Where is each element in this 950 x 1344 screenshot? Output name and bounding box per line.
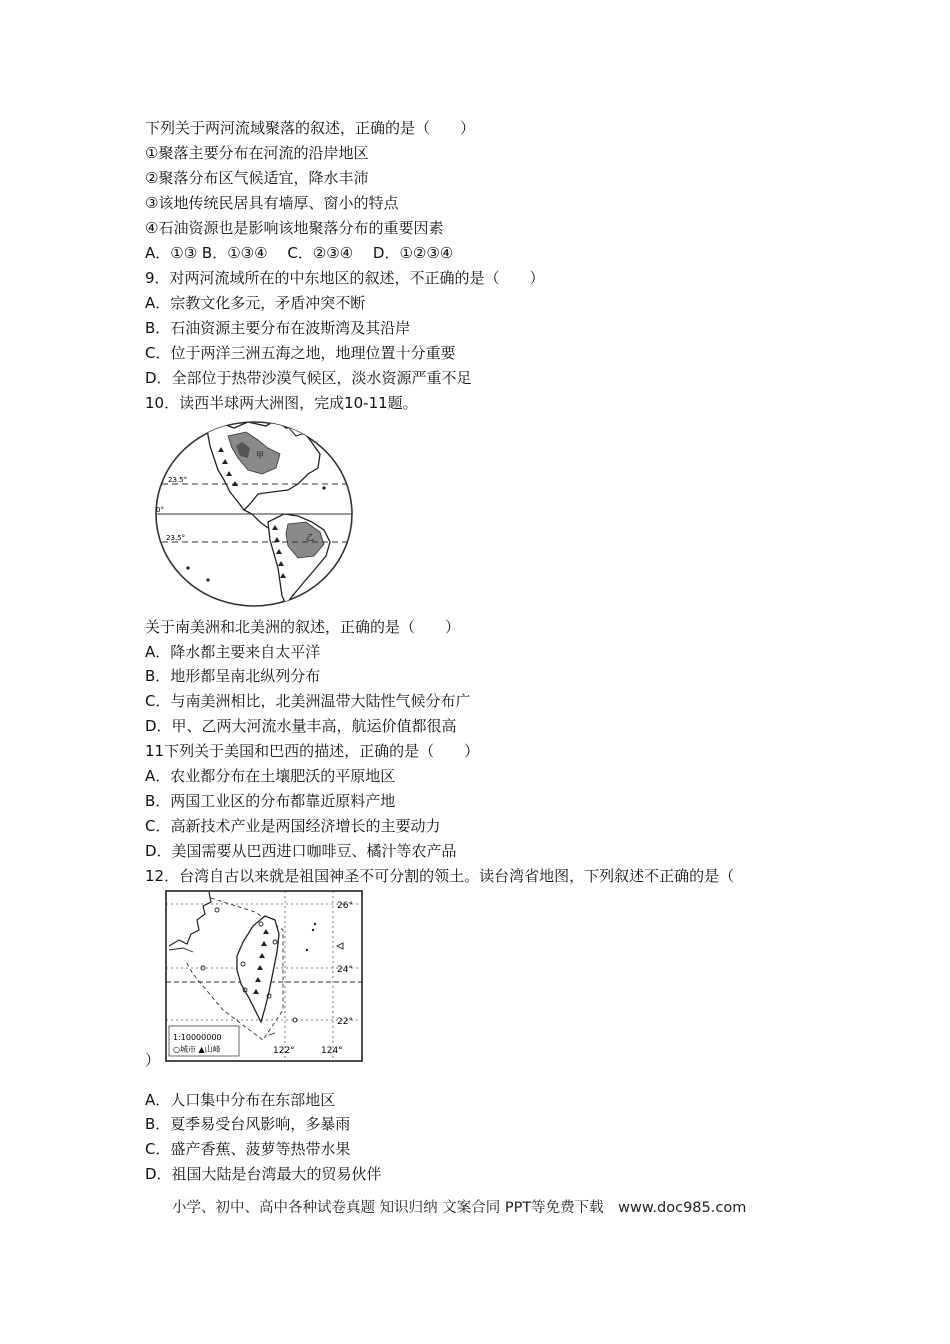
taiwan-lat-26: 26°: [337, 901, 353, 911]
q10-option-d: D．甲、乙两大河流水量丰高，航运价值都很高: [145, 717, 457, 735]
q8-stem: 下列关于两河流域聚落的叙述，正确的是（ ）: [145, 119, 476, 137]
q8-item-1: ①聚落主要分布在河流的沿岸地区: [145, 144, 369, 162]
q9-option-d: D．全部位于热带沙漠气候区，淡水资源严重不足: [145, 369, 472, 387]
q11-stem: 11下列关于美国和巴西的描述，正确的是（ ）: [145, 742, 480, 760]
map-river-jia: 甲: [256, 451, 264, 460]
q8-options: A．①③ B．①③④ C．②③④ D．①②③④: [145, 244, 454, 262]
q12-option-d: D．祖国大陆是台湾最大的贸易伙伴: [145, 1165, 382, 1183]
q11-option-d: D．美国需要从巴西进口咖啡豆、橘汁等农产品: [145, 842, 457, 860]
map-lat-label-equator: 0°: [156, 506, 164, 514]
taiwan-lat-24: 24°: [337, 965, 353, 975]
q10-option-a: A．降水都主要来自太平洋: [145, 643, 321, 661]
q12-option-c: C．盛产香蕉、菠萝等热带水果: [145, 1140, 351, 1158]
page-footer: 小学、初中、高中各种试卷真题 知识归纳 文案合同 PPT等免费下载 www.doc985.com: [172, 1200, 747, 1216]
taiwan-lon-122: 122°: [273, 1046, 295, 1056]
q10-stem: 关于南美洲和北美洲的叙述，正确的是（ ）: [145, 618, 461, 636]
western-hemisphere-map: [148, 418, 360, 608]
q9-option-a: A．宗教文化多元，矛盾冲突不断: [145, 294, 366, 312]
q10-intro: 10．读西半球两大洲图，完成10-11题。: [145, 394, 418, 412]
q9-option-c: C．位于两洋三洲五海之地，地理位置十分重要: [145, 344, 456, 362]
q10-option-b: B．地形都呈南北纵列分布: [145, 667, 321, 685]
q12-option-b: B．夏季易受台风影响，多暴雨: [145, 1115, 351, 1133]
q11-option-c: C．高新技术产业是两国经济增长的主要动力: [145, 817, 441, 835]
taiwan-map: [165, 890, 363, 1062]
map-lat-label-north: 23.5°: [168, 476, 188, 484]
q8-item-3: ③该地传统民居具有墙厚、窗小的特点: [145, 194, 399, 212]
q12-stem: 12．台湾自古以来就是祖国神圣不可分割的领土。读台湾省地图，下列叙述不正确的是（: [145, 867, 735, 885]
q12-close-paren: ）: [145, 1051, 161, 1069]
q11-option-b: B．两国工业区的分布都靠近原料产地: [145, 792, 396, 810]
map-river-yi: 乙: [306, 533, 314, 542]
q11-option-a: A．农业都分布在土壤肥沃的平原地区: [145, 767, 396, 785]
taiwan-lat-22: 22°: [337, 1017, 353, 1027]
taiwan-map-scale: 1:10000000: [173, 1033, 222, 1042]
taiwan-map-legend: ○城市 ▲山峰: [173, 1045, 221, 1054]
taiwan-lon-124: 124°: [321, 1046, 343, 1056]
map-lat-label-south: 23.5°: [166, 534, 186, 542]
q9-option-b: B．石油资源主要分布在波斯湾及其沿岸: [145, 319, 411, 337]
q10-option-c: C．与南美洲相比，北美洲温带大陆性气候分布广: [145, 692, 471, 710]
q8-item-4: ④石油资源也是影响该地聚落分布的重要因素: [145, 219, 444, 237]
q8-item-2: ②聚落分布区气候适宜，降水丰沛: [145, 169, 369, 187]
q9-stem: 9．对两河流域所在的中东地区的叙述，不正确的是（ ）: [145, 269, 545, 287]
q12-option-a: A．人口集中分布在东部地区: [145, 1091, 336, 1109]
